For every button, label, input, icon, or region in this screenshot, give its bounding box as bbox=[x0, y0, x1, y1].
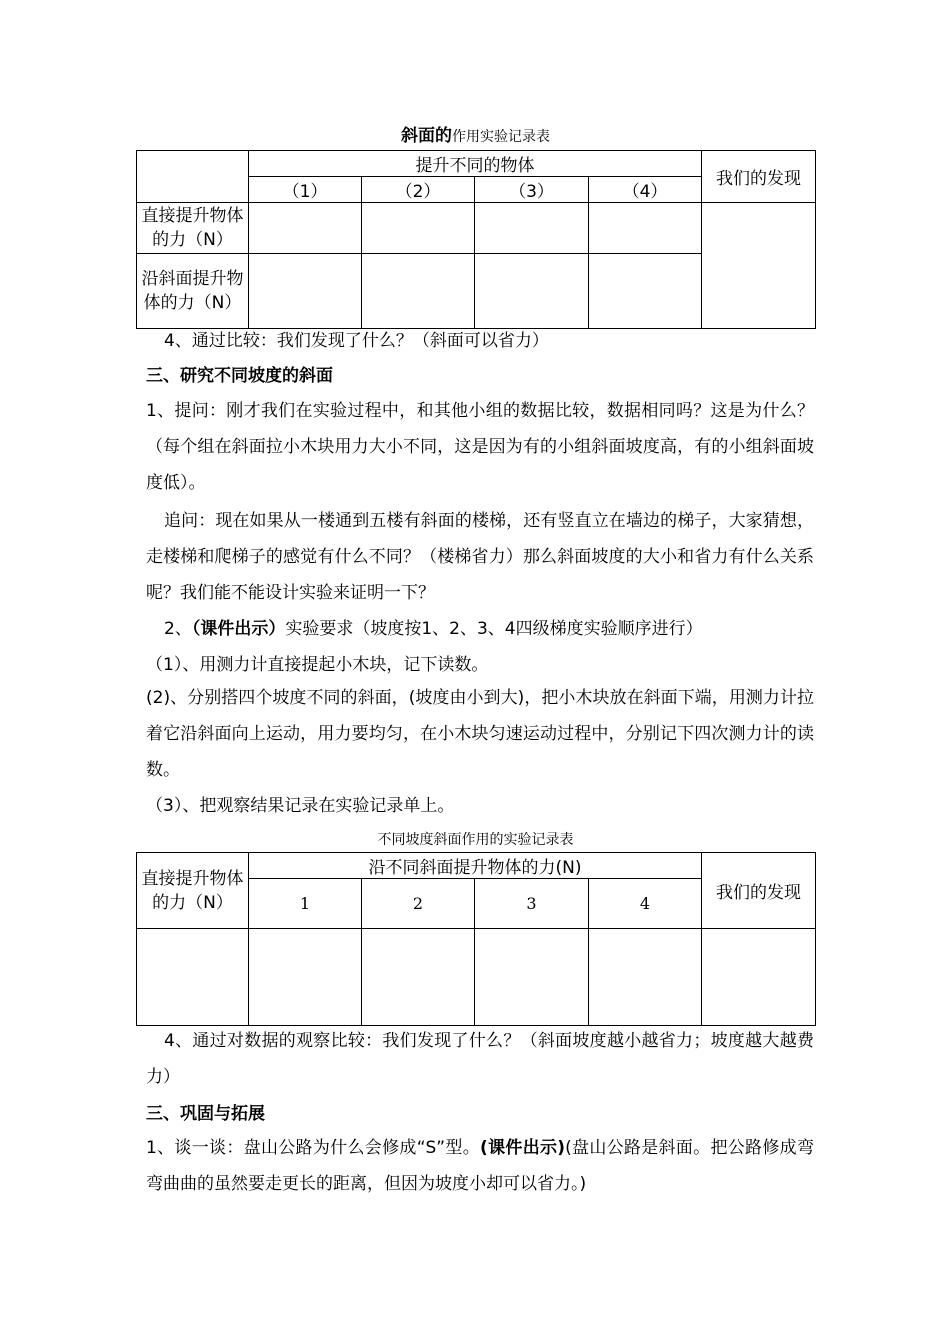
paragraph-conclusion-2: 4、通过对数据的观察比较：我们发现了什么？（斜面坡度越小越省力；坡度越大越费力） bbox=[146, 1031, 814, 1087]
table2-slope-record bbox=[136, 852, 816, 1026]
table2-cell bbox=[249, 929, 362, 1026]
table1-title-rest: 作用实验记录表 bbox=[452, 129, 550, 145]
paragraph-conclusion-1: 4、通过比较：我们发现了什么？（斜面可以省力） bbox=[164, 331, 549, 351]
table2-col-header: 3 bbox=[475, 879, 589, 929]
table1-col-header: （3） bbox=[475, 177, 589, 203]
road-prefix: 1、谈一谈：盘山公路为什么会修成“S”型。 bbox=[146, 1138, 481, 1158]
table2-row-label: 直接提升物体的力（N） bbox=[137, 853, 249, 929]
req-bold: （课件出示） bbox=[191, 619, 286, 639]
table1-cell bbox=[362, 254, 475, 329]
paragraph-question: 1、提问：刚才我们在实验过程中，和其他小组的数据比较，数据相同吗？这是为什么？（每个组在斜面拉小木块用力大小不同，这是因为有的小组斜面坡度高，有的小组斜面坡度低）。 bbox=[146, 401, 814, 493]
table2-cell bbox=[475, 929, 589, 1026]
table1-finding-header: 我们的发现 bbox=[702, 151, 816, 203]
table2-title: 不同坡度斜面作用的实验记录表 bbox=[377, 832, 574, 848]
paragraph-step-3: （3）、把观察结果记录在实验记录单上。 bbox=[146, 796, 455, 816]
table2-finding-header: 我们的发现 bbox=[702, 853, 816, 929]
table2-cell bbox=[589, 929, 702, 1026]
table1-corner-cell bbox=[137, 151, 249, 203]
table1-cell bbox=[589, 254, 702, 329]
table1-title-bold: 斜面的 bbox=[401, 126, 452, 146]
paragraph-requirements bbox=[164, 611, 814, 647]
paragraph-follow-up: 追问：现在如果从一楼通到五楼有斜面的楼梯，还有竖直立在墙边的梯子，大家猜想，走楼梯和爬梯子的感觉有什么不同？（楼梯省力）那么斜面坡度的大小和省力有什么关系呢？我们能不能设计实验来证明一下？ bbox=[146, 511, 814, 603]
table1-title bbox=[136, 124, 815, 149]
table1-cell bbox=[475, 254, 589, 329]
table2-cell bbox=[702, 929, 816, 1026]
table1-cell bbox=[362, 203, 475, 254]
table2-col-header: 1 bbox=[249, 879, 362, 929]
table2-col-header: 4 bbox=[589, 879, 702, 929]
table2-cell bbox=[137, 929, 249, 1026]
paragraph-step-2: (2)、分别搭四个坡度不同的斜面，(坡度由小到大)，把小木块放在斜面下端，用测力计拉着它沿斜面向上运动，用力要均匀，在小木块匀速运动过程中，分别记下四次测力计的读数。 bbox=[146, 688, 814, 780]
table2-col-header: 2 bbox=[362, 879, 475, 929]
paragraph-step-1: （1）、用测力计直接提起小木块，记下读数。 bbox=[146, 655, 489, 675]
table1-group-header: 提升不同的物体 bbox=[249, 151, 702, 177]
req-rest: 实验要求（坡度按1、2、3、4四级梯度实验顺序进行） bbox=[285, 619, 703, 639]
table1-cell bbox=[475, 203, 589, 254]
table1-cell bbox=[249, 254, 362, 329]
table1-finding-cell bbox=[702, 203, 816, 329]
section-heading-extend: 三、巩固与拓展 bbox=[146, 1104, 265, 1124]
req-prefix: 2、 bbox=[164, 619, 192, 639]
table1-cell bbox=[589, 203, 702, 254]
table1-row-label: 沿斜面提升物体的力（N） bbox=[137, 254, 249, 329]
table1-experiment-record bbox=[136, 150, 816, 329]
table1-row-label: 直接提升物体的力（N） bbox=[137, 203, 249, 254]
section-heading-slope: 三、研究不同坡度的斜面 bbox=[146, 366, 333, 386]
table1-col-header: （2） bbox=[362, 177, 475, 203]
table2-cell bbox=[362, 929, 475, 1026]
paragraph-mountain-road bbox=[146, 1130, 814, 1202]
table1-col-header: （4） bbox=[589, 177, 702, 203]
table2-group-header: 沿不同斜面提升物体的力(N) bbox=[249, 853, 702, 879]
table1-col-header: （1） bbox=[249, 177, 362, 203]
road-rest: (盘山公路是斜面。把公路修成弯弯曲曲的虽然要走更长的距离，但因为坡度小却可以省力。) bbox=[146, 1138, 814, 1194]
table1-cell bbox=[249, 203, 362, 254]
road-bold: (课件出示) bbox=[480, 1138, 566, 1158]
